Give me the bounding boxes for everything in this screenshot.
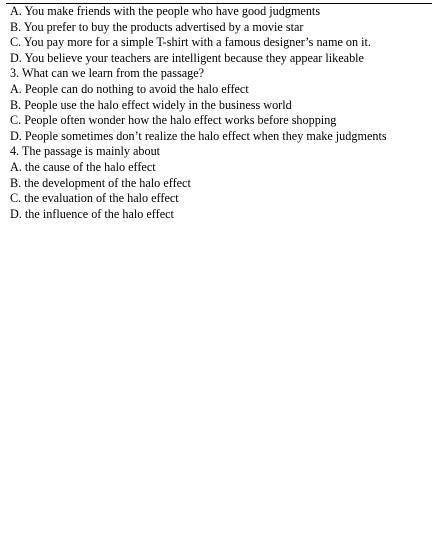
q2-option-c: C. You pay more for a simple T-shirt with a famous designer’s name on it. xyxy=(10,35,371,50)
q4-option-d: D. the influence of the halo effect xyxy=(10,206,174,221)
q4-option-c: C. the evaluation of the halo effect xyxy=(10,191,179,206)
q4-stem: 4. The passage is mainly about xyxy=(10,144,161,159)
document-body xyxy=(10,4,438,222)
q3-option-a: A. People can do nothing to avoid the halo effect xyxy=(10,81,249,96)
q3-option-c: C. People often wonder how the halo effect works before shopping xyxy=(10,113,337,128)
q3-stem: 3. What can we learn from the passage? xyxy=(10,66,205,81)
q4-option-a: A. the cause of the halo effect xyxy=(10,159,156,174)
q3-option-b: B. People use the halo effect widely in the business world xyxy=(10,97,292,112)
q2-option-a: A. You make friends with the people who have good judgments xyxy=(10,4,321,18)
q2-option-d: D. You believe your teachers are intelligent because they appear likeable xyxy=(10,50,364,65)
q2-option-b: B. You prefer to buy the products advertised by a movie star xyxy=(10,19,304,34)
q3-option-d: D. People sometimes don’t realize the halo effect when they make judgments xyxy=(10,128,387,143)
q4-option-b: B. the development of the halo effect xyxy=(10,175,191,190)
